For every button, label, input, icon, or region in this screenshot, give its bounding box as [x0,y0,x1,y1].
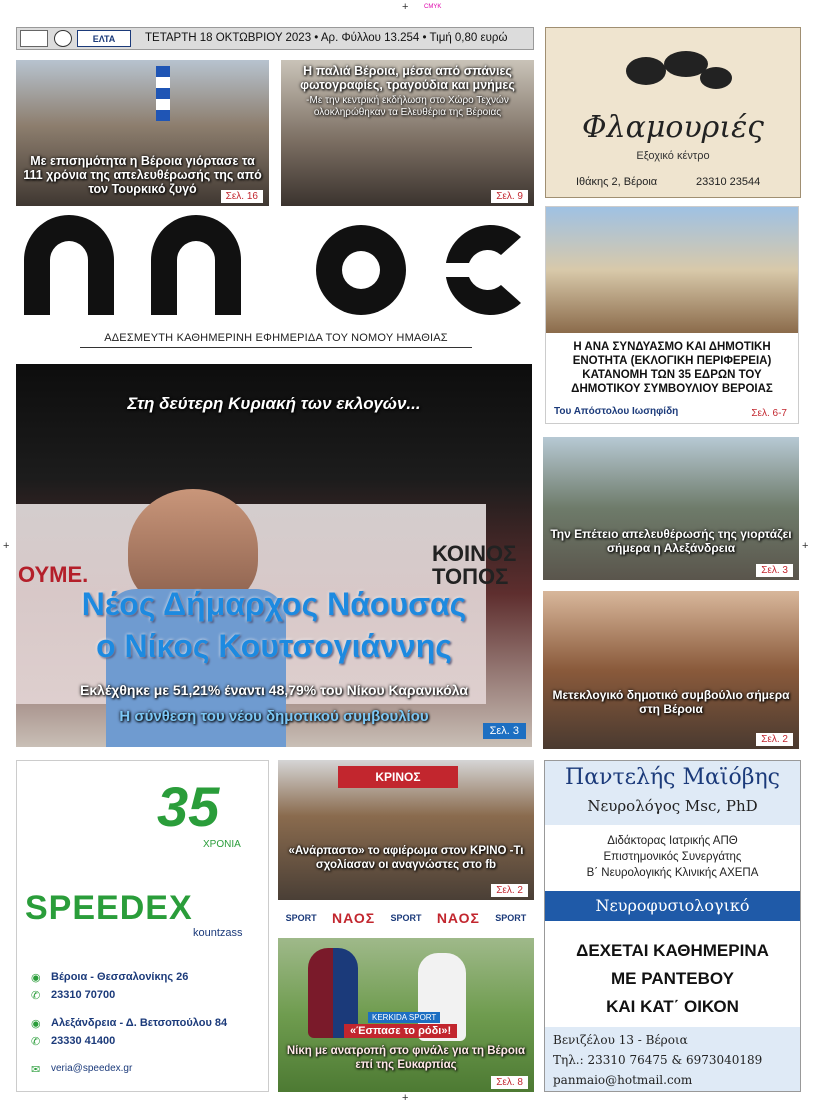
naos-small-logo: ΝΑΟΣ [436,910,480,926]
right-story-3[interactable] [543,591,799,749]
sport-quote: «Έσπασε το ρόδι»! [344,1024,457,1038]
main-headline-2: ο Νίκος Κουτσογιάννης [96,628,452,664]
top-story-2-title: Η παλιά Βέροια, μέσα από σπάνιες φωτογραφίες, τραγούδια και μνήμες [300,64,515,92]
main-sub: Η σύνθεση του νέου δημοτικού συμβουλίου [119,708,429,725]
email-icon: ✉ [31,1064,41,1076]
doctor-line3: Β΄ Νευρολογικής Κλινικής ΑΧΕΠΑ [586,867,759,879]
speedex-brand: SPEEDEX [25,889,193,927]
main-story[interactable] [16,364,532,747]
doctor-appt3: ΚΑΙ ΚΑΤ΄ ΟΙΚΟΝ [606,997,739,1016]
doctor-phones: Τηλ.: 23310 76475 & 6973040189 [553,1053,763,1067]
speedex-sub: kountzass [193,927,243,939]
speedex-phone1: 23310 70700 [51,989,116,1001]
page-ref: Σελ. 16 [221,190,263,203]
top-story-1-caption: Με επισημότητα η Βέροια γιόρτασε τα 111 χρόνια της απελευθέρωσής της από τον Τουρκικό ζυγό [23,154,262,196]
right-story-1-title: Η ΑΝΑ ΣΥΝΔΥΑΣΜΟ ΚΑΙ ΔΗΜΟΤΙΚΗ ΕΝΟΤΗΤΑ (ΕΚΛΟΓΙΚΗ ΠΕΡΙΦΕΡΕΙΑ) ΚΑΤΑΝΟΜΗ ΤΩΝ 35 ΕΔΡΩΝ ΤΟΥ ΔΗΜΟΤΙΚΟΥ ΣΥΜΒΟΥΛΙΟΥ ΒΕΡΟΙΑΣ [571,341,773,395]
speedex-years: 35 [157,775,220,838]
right-story-2[interactable] [543,437,799,580]
speedex-years-label: ΧΡΟΝΙΑ [203,839,241,850]
right-story-1[interactable] [545,206,799,424]
byline: Του Απόστολου Ιωσηφίδη [554,406,679,417]
sport-caption: Νίκη με ανατροπή στο φινάλε για τη Βέροια επί της Ευκαρπίας [286,1045,526,1071]
doctor-name: Παντελής Μαϊόβης [565,765,780,790]
doctor-line1: Διδάκτορας Ιατρικής ΑΠΘ [607,835,738,847]
registration-mark: + [3,540,10,552]
page-ref: Σελ. 2 [491,884,528,897]
masthead [16,215,534,325]
page-ref: Σελ. 9 [491,190,528,203]
greek-flag-icon [156,66,170,121]
page-ref: Σελ. 6-7 [746,407,792,420]
naos-small-logo: ΝΑΟΣ [332,910,376,926]
koinos-topos-sign: ΚΟΙΝΟΣ ΤΟΠΟΣ [432,541,517,589]
sport-label: SPORT [285,913,317,923]
ad-flamouries[interactable] [545,27,801,198]
main-headline-1: Νέος Δήμαρχος Νάουσας [81,586,467,622]
barcode-icon [20,30,48,47]
top-story-2[interactable] [281,60,534,206]
top-story-2-subtitle: -Με την κεντρική εκδήλωση στο Χώρο Τεχνών ολοκληρώθηκαν τα Ελευθέρια της Βέροιας [306,95,509,118]
doctor-lab: Νευροφυσιολογικό Εργαστήριο [545,891,800,921]
date-bar [16,27,534,50]
ad-flamouries-phone: 23310 23544 [696,176,761,188]
cmyk-mark: CMYK [424,4,442,10]
krino-sign: ΚΡΙΝΟΣ [338,766,458,788]
seal-icon [54,30,72,47]
elta-logo: ΕΛΤΑ [77,30,131,47]
doctor-address: Βενιζέλου 13 - Βέροια [553,1033,688,1047]
sport-story[interactable] [278,938,534,1092]
speedex-loc1: Βέροια - Θεσσαλονίκης 26 [51,971,189,983]
date-line: ΤΕΤΑΡΤΗ 18 ΟΚΤΩΒΡΙΟΥ 2023 • Αρ. Φύλλου 13.254 • Τιμή 0,80 ευρώ [145,32,508,44]
phone-icon: ✆ [31,1036,41,1048]
doctor-line2: Επιστημονικός Συνεργάτης [603,851,742,863]
right-story-3-caption: Μετεκλογικό δημοτικό συμβούλιο σήμερα στη Βέροια [552,688,790,716]
speedex-loc2: Αλεξάνδρεια - Δ. Βετσοπούλου 84 [51,1017,228,1029]
krino-caption: «Ανάρπαστο» το αφιέρωμα στον ΚΡΙΝΟ -Τι σχολίασαν οι αναγνώστες στο fb [288,845,524,871]
doctor-email: panmaio@hotmail.com [553,1073,693,1087]
krino-story[interactable] [278,760,534,900]
doctor-title: Νευρολόγος Msc, PhD [587,797,758,815]
ad-flamouries-sub: Εξοχικό κέντρο [636,150,710,162]
ad-flamouries-name: Φλαμουριές [582,110,764,145]
registration-mark: + [402,1092,409,1104]
registration-mark: + [802,540,809,552]
ad-flamouries-address: Ιθάκης 2, Βέροια [576,176,658,188]
registration-mark: + [402,1,409,13]
location-icon: ◉ [31,1018,41,1030]
sport-label: SPORT [495,913,527,923]
main-kicker: Στη δεύτερη Κυριακή των εκλογών... [127,394,421,413]
location-icon: ◉ [31,972,41,984]
town-hall-photo [546,207,798,333]
doctor-appt2: ΜΕ ΡΑΝΤΕΒΟΥ [611,969,734,988]
phone-icon: ✆ [31,990,41,1002]
leaf-icon [616,46,736,96]
sport-label: SPORT [390,913,422,923]
masthead-tagline: ΑΔΕΣΜΕΥΤΗ ΚΑΘΗΜΕΡΙΝΗ ΕΦΗΜΕΡΙΔΑ ΤΟΥ ΝΟΜΟΥ ΗΜΑΘΙΑΣ [80,332,472,348]
sport-bar [278,906,534,930]
page-ref: Σελ. 8 [491,1076,528,1089]
page-ref: Σελ. 3 [483,723,526,739]
top-story-1[interactable] [16,60,269,206]
page-ref: Σελ. 3 [756,564,793,577]
naos-logo-icon [16,215,534,325]
main-deck: Εκλέχθηκε με 51,21% έναντι 48,79% του Νίκου Καρανικόλα [80,682,468,698]
speedex-phone2: 23330 41400 [51,1035,116,1047]
doctor-appt1: ΔΕΧΕΤΑΙ ΚΑΘΗΜΕΡΙΝΑ [576,941,769,960]
ad-doctor[interactable] [544,760,801,1092]
kerkida-badge: KERKIDA SPORT [368,1012,440,1023]
banner-text: ΟΥΜΕ. [18,562,89,587]
right-story-2-caption: Την Επέτειο απελευθέρωσής της γιορτάζει σήμερα η Αλεξάνδρεια [550,527,792,555]
page-ref: Σελ. 2 [756,733,793,746]
speedex-email: veria@speedex.gr [51,1063,133,1074]
ad-speedex[interactable] [16,760,269,1092]
